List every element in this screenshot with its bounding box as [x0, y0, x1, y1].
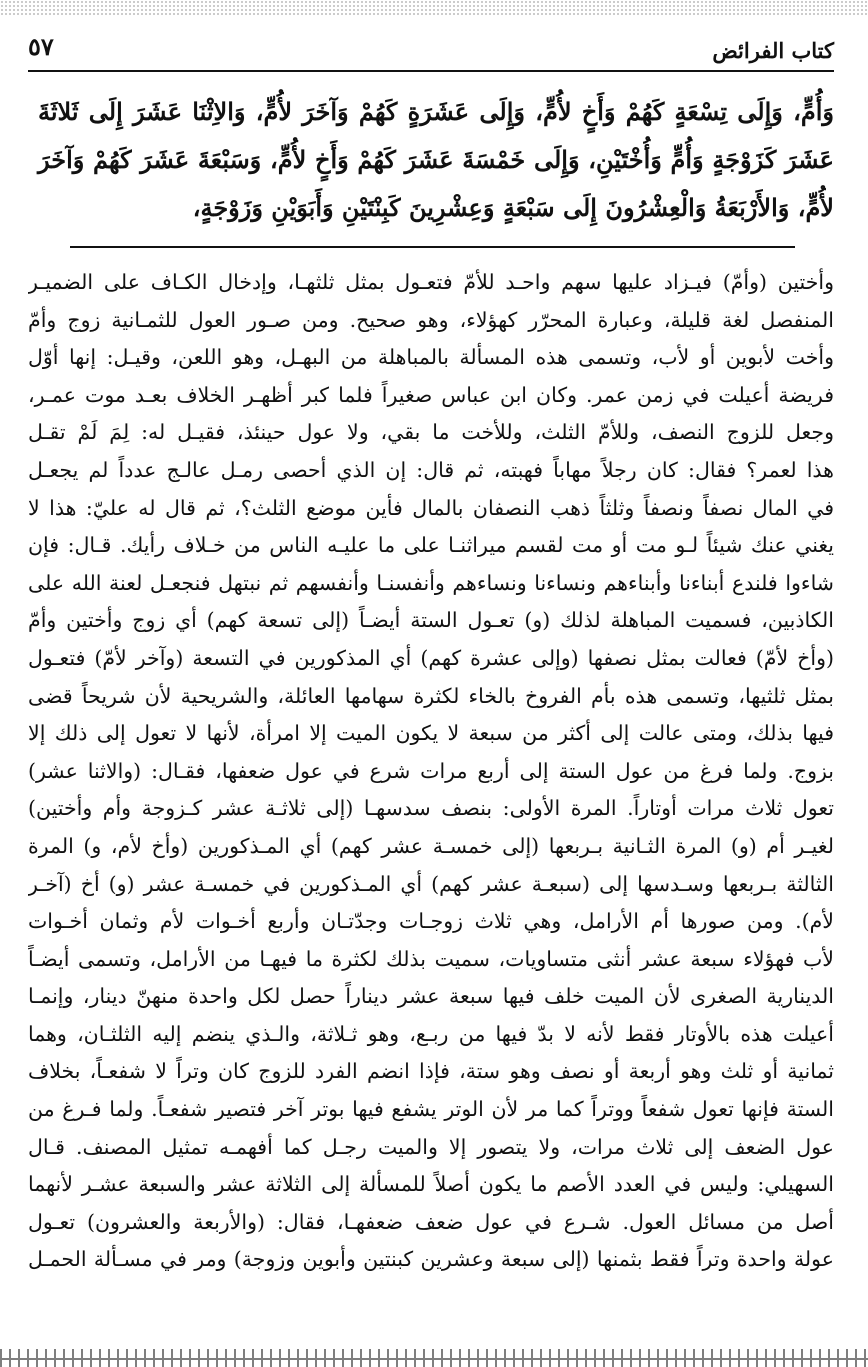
commentary-line: أصل من مسائل العول. شـرع في عول ضعف ضعفهـا، فقال: (والأربعة والعشرون) تعـول	[28, 1209, 834, 1234]
commentary-line: (وأخ لأمّ) فعالت بمثل نصفها (وإلى عشرة كهم) أي المذكورين في التسعة (وآخر لأمّ) فتعـول	[28, 645, 834, 670]
matn-text: وَأُمٍّ، وَإِلَى تِسْعَةٍ كَهُمْ وَأَخٍ لأُمٍّ، وَإِلَى عَشَرَةٍ كَهُمْ وَآخَرَ لأُمٍّ، وَالاِثْنَا عَشَرَ إِلَى ثَلاثَةَ عَشَرَ كَزَوْجَةٍ وَأُمٍّ وَأُخْتَيْنِ، وَإِلَى خَمْسَةَ عَشَرَ كَهُمْ وَأَخٍ لأُمٍّ، وَسَبْعَةَ عَشَرَ كَهُمْ وَآخَرَ لأُمٍّ، وَالأَرْبَعَةُ وَالْعِشْرُونَ إِلَى سَبْعَةٍ وَعِشْرِينَ كَبِنْتَيْنِ وَأَبَوَيْنِ وَزَوْجَةٍ،	[38, 97, 834, 222]
commentary-line: عولة واحدة وتراً فقط بثمنها (إلى سبعة وعشرين كبنتين وأبوين وزوجة) ومر في مسـألة الحمـل	[28, 1247, 834, 1272]
commentary-line: هذا لعمر؟ فقال: كان رجلاً مهاباً فهبته، ثم قال: إن الذي أحصى رمـل عالـج عدداً لم يجعـل	[28, 457, 834, 482]
commentary-line: تعول ثلاث مرات أوتاراً. المرة الأولى: بنصف سدسهـا (إلى ثلاثـة عشر كـزوجة وأم وأختين)	[28, 796, 834, 821]
commentary-line: يغني عنك شيئاً لـو مت أو مت لقسم ميراثنـا على ما عليـه الناس من خـلاف رأيك. قـال: فإن	[28, 533, 834, 558]
header-divider	[28, 70, 834, 72]
commentary-line: بزوج. ولما فرغ من عول الستة إلى أربع مرات شرع في عول ضعفها، فقـال: (والاثنا عشر)	[28, 758, 834, 783]
commentary-line: بمثل ثلثيها، وتسمى هذه بأم الفروخ بالخاء لكثرة سهامها العائلة، والشريحية لأن شريحاً قضى	[28, 683, 834, 708]
book-title: كتاب الفرائض	[712, 38, 834, 63]
commentary-line: في المال نصفاً ونصفاً وثلثاً ذهب النصفان بالمال فأين موضع الثلث؟، ثم قال له عليّ: هذا لا	[28, 495, 834, 520]
commentary-line: أعيلت هذه بالأوتار فقط لأنه لا بدّ فيها من ربـع، وهو ثـلاثة، والـذي ينضم إليه الثلثـان، وهما	[28, 1021, 834, 1046]
commentary-line: وأخت لأبوين أو لأب، وتسمى هذه المسألة بالمباهلة من البهـل، وهو اللعن، وقيـل: إنها أوّل	[28, 345, 834, 370]
commentary-line: وجعل للزوج النصف، وللأمّ الثلث، وللأخت ما بقي، ولا عول حينئذ، فقيـل له: لِمَ لَمْ تقـل	[28, 420, 834, 445]
commentary-line: السهيلي: وليس في العدد الأصم ما يكون أصلاً للمسألة إلى الثلاثة عشر والسبعة عشـر لأنهما	[28, 1172, 834, 1197]
commentary-line: وأختين (وأمّ) فيـزاد عليها سهم واحـد للأمّ فتعـول بمثل ثلثهـا، وإدخال الكـاف على الضميـر	[28, 270, 834, 294]
top-ornamental-border	[0, 0, 868, 16]
commentary-line: ثمانية أو ثلث وهو أربعة أو نصف وهو ستة، فإذا انضم الفرد للزوج كان وتراً لا شفعـاً، بخلاف	[28, 1059, 834, 1084]
page-header	[28, 24, 834, 70]
commentary-line: الدينارية الصغرى لأن الميت خلف فيها سبعة عشر ديناراً حصل لكل واحدة منهنّ دينار، وإنمـا	[28, 984, 834, 1009]
bottom-ornamental-border	[0, 1349, 868, 1367]
commentary-line: شاءوا فلندع أبناءنا وأبناءهم ونساءنا ونساءهم وأنفسنـا وأنفسهم ثم نبتهل فنجعـل لعنة الله على	[28, 570, 834, 595]
commentary-line: لغيـر أم (و) المرة الثـانية بـربعها (إلى خمسـة عشر كهم) أي المـذكورين (وأخ لأم، و) المرة	[28, 833, 834, 858]
commentary-line: الكاذبين، فسميت المباهلة لذلك (و) تعـول الستة أيضـاً (إلى تسعة كهم) أي زوج وأختين وأمّ	[28, 608, 834, 633]
commentary-line: فريضة أعيلت في زمن عمر. وكان ابن عباس صغيراً فلما كبر أظهـر الخلاف بعـد موت عمـر،	[28, 382, 834, 407]
commentary-line: لأم). ومن صورها أم الأرامل، وهي ثلاث زوجـات وجدّتـان وأربع أخـوات لأم وثمان أخـوات	[28, 909, 834, 934]
commentary-line: الستة فإنها تعول شفعاً ووتراً كما مر لأن الوتر يشفع فيها بوتر آخر فتصير شفعـاً. ولما فـرغ من	[28, 1097, 834, 1122]
commentary-line: لأب فهؤلاء سبعة عشر أنثى متساويات، سميت بذلك لكثرة ما فيهـا من الأرامل، وتسمى أيضـاً	[28, 946, 834, 971]
commentary-line: المنفصل لغة قليلة، وعبارة المحرّر كهؤلاء، وهو صحيح. ومن صـور العول للثمـانية زوج وأمّ	[28, 307, 834, 332]
commentary-line: فيها بذلك، ومتى عالت إلى أكثر من سبعة لا يكون الميت إلا امرأة، لأنها لا تعول إلى ذلك إلا	[28, 721, 834, 746]
commentary-text	[28, 264, 834, 1279]
page-number: ٥٧	[28, 32, 54, 61]
commentary-line: الثالثة بـربعها وسـدسها إلى (سبعـة عشر كهم) أي المـذكورين في خمسـة عشر (و) أخ (آخـر	[28, 871, 834, 896]
commentary-line: عول الضعف إلى ثلاث مرات، ولا يتصور إلا والميت رجـل كما أفهمـه تمثيل المصنف. قـال	[28, 1134, 834, 1159]
matn-divider	[70, 246, 795, 248]
